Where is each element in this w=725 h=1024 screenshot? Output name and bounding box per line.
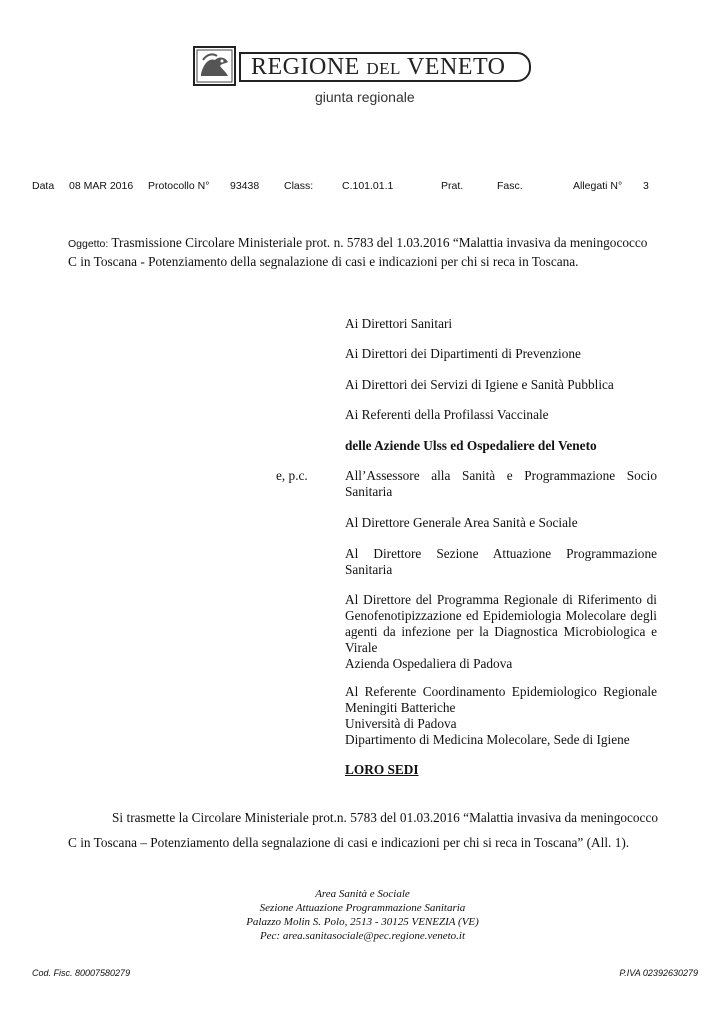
partita-iva: P.IVA 02392630279 (619, 968, 698, 978)
codice-fiscale: Cod. Fisc. 80007580279 (32, 968, 131, 978)
cc-direttore-generale: Al Direttore Generale Area Sanità e Sociale (345, 515, 578, 530)
body-paragraph (68, 805, 658, 855)
giunta-subtitle: giunta regionale (315, 89, 415, 105)
oggetto-label: Oggetto: (68, 238, 109, 250)
data-value: 08 MAR 2016 (69, 180, 134, 192)
cc-referente-meningiti-text: Al Referente Coordinamento Epidemiologico Regionale Meningiti Batteriche (345, 684, 657, 715)
data-label: Data (32, 180, 55, 192)
cc-assessore-sanita: All’Assessore alla Sanità e Programmazione Socio Sanitaria (345, 468, 657, 499)
cc-universita-padova: Università di Padova (345, 716, 457, 731)
logo-wordmark: REGIONE DEL VENETO (251, 54, 506, 80)
allegati-value: 3 (643, 180, 649, 192)
cc-azienda-ospedaliera: Azienda Ospedaliera di Padova (345, 656, 513, 671)
class-label: Class: (284, 180, 314, 192)
cc-referente-meningiti (345, 684, 657, 748)
footer-pec: Pec: area.sanitasociale@pec.regione.veneto.it (259, 930, 466, 942)
footer-sezione: Sezione Attuazione Programmazione Sanitaria (259, 902, 466, 914)
epc-label: e, p.c. (276, 468, 308, 483)
addressee-referenti-profilassi: Ai Referenti della Profilassi Vaccinale (345, 407, 549, 422)
protocollo-value: 93438 (230, 180, 260, 192)
regione-veneto-logo (193, 46, 533, 88)
cc-dipartimento-medicina: Dipartimento di Medicina Molecolare, Sede di Igiene (345, 732, 630, 747)
logo-wordmark-frame (239, 52, 531, 82)
loro-sedi: LORO SEDI (345, 762, 419, 777)
addressee-direttori-prevenzione: Ai Direttori dei Dipartimenti di Prevenzione (345, 346, 581, 361)
allegati-label: Allegati N° (573, 180, 623, 192)
addressee-direttori-sanitari: Ai Direttori Sanitari (345, 316, 453, 331)
prat-label: Prat. (441, 180, 464, 192)
cc-direttore-sezione: Al Direttore Sezione Attuazione Programmazione Sanitaria (345, 546, 657, 577)
body-paragraph-text: Si trasmette la Circolare Ministeriale prot.n. 5783 del 01.03.2016 “Malattia invasiva da meningococco C in Toscana – Potenziamento della segnalazione di casi e indicazioni per chi si reca in Toscana” (All. 1). (68, 810, 658, 850)
addressee-direttori-igiene: Ai Direttori dei Servizi di Igiene e Sanità Pubblica (345, 377, 614, 392)
fasc-label: Fasc. (497, 180, 523, 192)
oggetto-text: Trasmissione Circolare Ministeriale prot. n. 5783 del 1.03.2016 “Malattia invasiva da meningococco C in Toscana - Potenziamento della segnalazione di casi e indicazioni per chi si reca in Toscana. (68, 235, 648, 269)
footer-area: Area Sanità e Sociale (315, 888, 410, 900)
loro-sedi-wrap (345, 762, 657, 778)
protocollo-label: Protocollo N° (148, 180, 210, 192)
addressee-aziende-ulss: delle Aziende Ulss ed Ospedaliere del Veneto (345, 438, 597, 453)
cc-direttore-programma-text: Al Direttore del Programma Regionale di Riferimento di Genofenotipizzazione ed Epidemiologia Molecolare degli agenti da infezione per la Diagnostica Microbiologica e Virale (345, 592, 657, 655)
lion-emblem-icon (193, 46, 236, 86)
class-value: C.101.01.1 (342, 180, 394, 192)
footer-address: Palazzo Molin S. Polo, 2513 - 30125 VENEZIA (VE) (246, 916, 479, 928)
oggetto-section (68, 234, 658, 270)
cc-direttore-programma (345, 592, 657, 672)
